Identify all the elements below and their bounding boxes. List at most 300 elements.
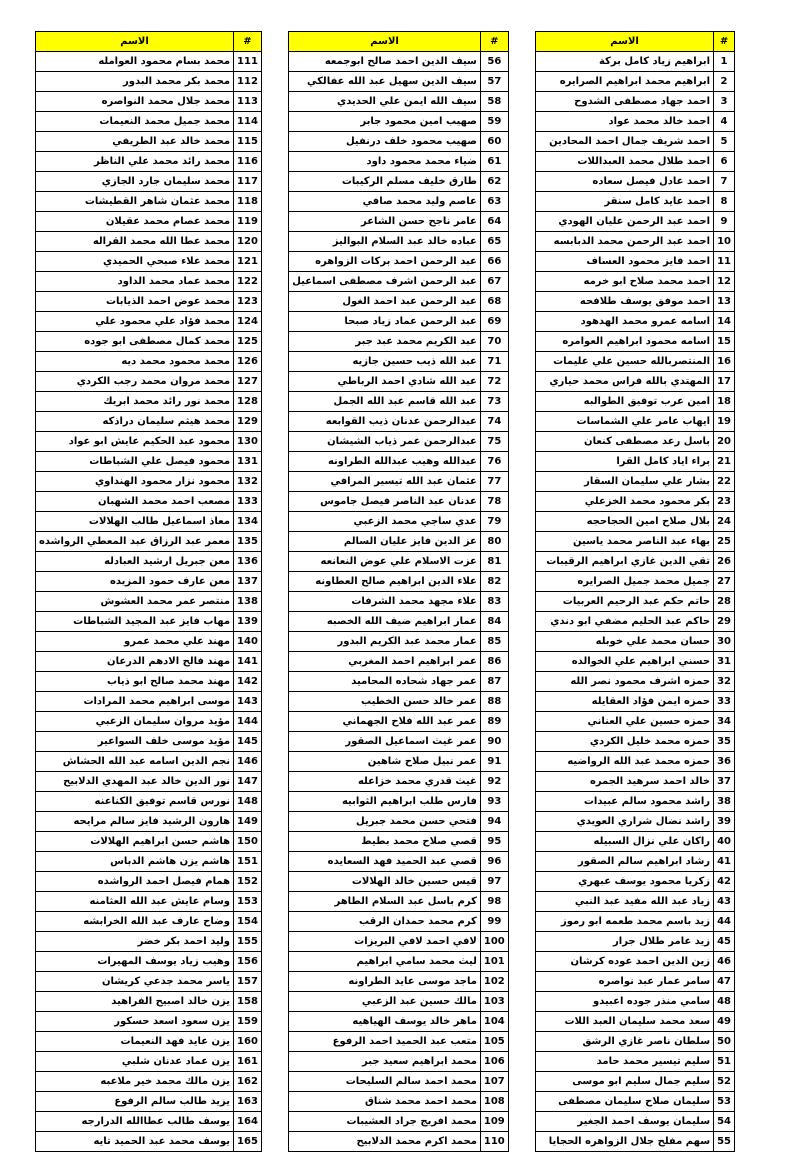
table-row — [36, 212, 262, 232]
table-row — [36, 1112, 262, 1132]
row-number-cell: 19 — [714, 412, 735, 432]
table-row — [36, 692, 262, 712]
row-number-cell: 45 — [714, 932, 735, 952]
student-name-cell: عدنان عبد الناصر فيصل جاموس — [289, 492, 481, 512]
student-name-cell: محمد كمال مصطفى ابو جوده — [36, 332, 234, 352]
row-number-cell: 127 — [234, 372, 262, 392]
row-number-cell: 89 — [480, 712, 508, 732]
table-row — [36, 492, 262, 512]
student-name-cell: حسني ابراهيم علي الخوالده — [536, 652, 714, 672]
student-name-cell: بلال صلاح امين الحجاحجه — [536, 512, 714, 532]
table-row — [536, 1072, 735, 1092]
roster-table-1 — [535, 31, 735, 1152]
row-number-cell: 6 — [714, 152, 735, 172]
student-name-cell: احمد فايز محمود العساف — [536, 252, 714, 272]
student-name-cell: عمار محمد عبد الكريم البدور — [289, 632, 481, 652]
table-row — [289, 752, 509, 772]
student-name-cell: يزن خالد اصبيح الفراهيد — [36, 992, 234, 1012]
student-name-cell: عبد الرحمن عبد احمد الغول — [289, 292, 481, 312]
row-number-cell: 132 — [234, 472, 262, 492]
row-number-cell: 149 — [234, 812, 262, 832]
student-name-cell: عدي ساجي محمد الزعبي — [289, 512, 481, 532]
table-row — [36, 472, 262, 492]
student-name-cell: محمد نور رائد محمد ابريك — [36, 392, 234, 412]
row-number-cell: 113 — [234, 92, 262, 112]
row-number-cell: 96 — [480, 852, 508, 872]
table-row — [536, 712, 735, 732]
row-number-cell: 44 — [714, 912, 735, 932]
row-number-cell: 4 — [714, 112, 735, 132]
row-number-cell: 116 — [234, 152, 262, 172]
table-row — [536, 552, 735, 572]
row-number-cell: 102 — [480, 972, 508, 992]
student-name-cell: مؤيد مروان سليمان الزعبي — [36, 712, 234, 732]
student-name-cell: عبد الرحمن اشرف مصطفى اسماعيل — [289, 272, 481, 292]
table-row — [536, 392, 735, 412]
student-name-cell: احمد عادل فيصل سعاده — [536, 172, 714, 192]
student-name-cell: معن جبريل ارشيد العبادله — [36, 552, 234, 572]
row-number-cell: 90 — [480, 732, 508, 752]
student-name-cell: يزيد طالب سالم الرفوع — [36, 1092, 234, 1112]
student-name-cell: محمد اكرم محمد الدلابيح — [289, 1132, 481, 1152]
student-name-cell: ماجد موسى عايد الطراونه — [289, 972, 481, 992]
student-name-cell: وسام عايش عبد الله العثامنه — [36, 892, 234, 912]
table-row — [536, 472, 735, 492]
table-row — [536, 172, 735, 192]
student-name-cell: كرم محمد حمدان الرقب — [289, 912, 481, 932]
student-name-cell: فتحي حسن محمد جبريل — [289, 812, 481, 832]
number-column-header: # — [714, 32, 735, 52]
row-number-cell: 86 — [480, 652, 508, 672]
row-number-cell: 110 — [480, 1132, 508, 1152]
student-name-cell: ابراهيم محمد ابراهيم الصرايره — [536, 72, 714, 92]
table-row — [36, 612, 262, 632]
row-number-cell: 160 — [234, 1032, 262, 1052]
table-row — [289, 272, 509, 292]
row-number-cell: 67 — [480, 272, 508, 292]
row-number-cell: 140 — [234, 632, 262, 652]
row-number-cell: 56 — [480, 52, 508, 72]
student-name-cell: قصي عبد الحميد فهد السعايده — [289, 852, 481, 872]
roster-table-2 — [288, 31, 509, 1152]
table-row — [536, 212, 735, 232]
table-row — [289, 812, 509, 832]
table-row — [36, 452, 262, 472]
table-row — [36, 1132, 262, 1152]
table-row — [36, 712, 262, 732]
student-name-cell: محمود عبد الحكيم عايش ابو عواد — [36, 432, 234, 452]
student-name-cell: عمر غيث اسماعيل الصقور — [289, 732, 481, 752]
name-column-header: الاسم — [36, 32, 234, 52]
student-name-cell: محمد احمد محمد شناق — [289, 1092, 481, 1112]
row-number-cell: 48 — [714, 992, 735, 1012]
student-name-cell: معمر عبد الرزاق عبد المعطي الرواشده — [36, 532, 234, 552]
student-name-cell: محمود فيصل علي الشباطات — [36, 452, 234, 472]
table-row — [36, 152, 262, 172]
row-number-cell: 69 — [480, 312, 508, 332]
row-number-cell: 134 — [234, 512, 262, 532]
row-number-cell: 147 — [234, 772, 262, 792]
table-row — [289, 1012, 509, 1032]
row-number-cell: 57 — [480, 72, 508, 92]
table-row — [36, 552, 262, 572]
row-number-cell: 143 — [234, 692, 262, 712]
row-number-cell: 52 — [714, 1072, 735, 1092]
student-name-cell: مؤيد موسى خلف السواعير — [36, 732, 234, 752]
row-number-cell: 23 — [714, 492, 735, 512]
student-name-cell: احمد محمد صلاح ابو خرمه — [536, 272, 714, 292]
student-name-cell: محمد جميل محمد النعيمات — [36, 112, 234, 132]
row-number-cell: 141 — [234, 652, 262, 672]
table-row — [536, 1052, 735, 1072]
table-row — [289, 212, 509, 232]
table-row — [289, 972, 509, 992]
table-row — [36, 652, 262, 672]
student-name-cell: احمد موفق يوسف طلافحه — [536, 292, 714, 312]
number-column-header: # — [234, 32, 262, 52]
student-name-cell: حسان محمد علي خوبله — [536, 632, 714, 652]
table-row — [36, 572, 262, 592]
row-number-cell: 145 — [234, 732, 262, 752]
student-name-cell: زكريا محمود يوسف عبهري — [536, 872, 714, 892]
row-number-cell: 33 — [714, 692, 735, 712]
row-number-cell: 94 — [480, 812, 508, 832]
row-number-cell: 63 — [480, 192, 508, 212]
table-row — [289, 1092, 509, 1112]
student-name-cell: جميل محمد جميل الصرايره — [536, 572, 714, 592]
student-name-cell: المهتدي بالله فراس محمد حياري — [536, 372, 714, 392]
table-row — [536, 452, 735, 472]
table-row — [289, 692, 509, 712]
row-number-cell: 115 — [234, 132, 262, 152]
row-number-cell: 146 — [234, 752, 262, 772]
student-name-cell: تقي الدين غازي ابراهيم الرقيبات — [536, 552, 714, 572]
row-number-cell: 50 — [714, 1032, 735, 1052]
row-number-cell: 9 — [714, 212, 735, 232]
student-name-cell: منتصر عمر محمد العشوش — [36, 592, 234, 612]
row-number-cell: 162 — [234, 1072, 262, 1092]
student-name-cell: مهند فالح الادهم الدرعان — [36, 652, 234, 672]
student-name-cell: محمد افريج جراد العشيبات — [289, 1112, 481, 1132]
row-number-cell: 64 — [480, 212, 508, 232]
student-name-cell: ياسر محمد جدعي كريشان — [36, 972, 234, 992]
table-row — [289, 1052, 509, 1072]
row-number-cell: 158 — [234, 992, 262, 1012]
student-name-cell: احمد طلال محمد العبداللات — [536, 152, 714, 172]
row-number-cell: 82 — [480, 572, 508, 592]
student-name-cell: محمد مروان محمد رجب الكردي — [36, 372, 234, 392]
table-row — [36, 992, 262, 1012]
row-number-cell: 22 — [714, 472, 735, 492]
row-number-cell: 85 — [480, 632, 508, 652]
student-name-cell: نجم الدين اسامه عبد الله الحشاش — [36, 752, 234, 772]
table-row — [36, 632, 262, 652]
student-name-cell: يزن مالك محمد خير ملاعبه — [36, 1072, 234, 1092]
row-number-cell: 24 — [714, 512, 735, 532]
row-number-cell: 43 — [714, 892, 735, 912]
student-name-cell: بشار علي سليمان السقار — [536, 472, 714, 492]
student-name-cell: براء اياد كامل القرا — [536, 452, 714, 472]
student-name-cell: زياد عبد الله مفيد عبد النبي — [536, 892, 714, 912]
table-row — [536, 532, 735, 552]
student-name-cell: عمر عبد الله فلاح الجهماني — [289, 712, 481, 732]
student-name-cell: احمد عبد الرحمن محمد الدبابسه — [536, 232, 714, 252]
row-number-cell: 49 — [714, 1012, 735, 1032]
table-row — [536, 652, 735, 672]
row-number-cell: 29 — [714, 612, 735, 632]
student-name-cell: محمد ابراهيم سعيد جبر — [289, 1052, 481, 1072]
student-name-cell: مهاب فايز عبد المجيد الشباطات — [36, 612, 234, 632]
table-row — [536, 352, 735, 372]
table-row — [36, 392, 262, 412]
name-column-header: الاسم — [536, 32, 714, 52]
student-name-cell: عبد الله ذيب حسين جازيه — [289, 352, 481, 372]
row-number-cell: 65 — [480, 232, 508, 252]
table-row — [36, 1032, 262, 1052]
student-name-cell: سعد محمد سليمان العبد اللات — [536, 1012, 714, 1032]
table-row — [536, 412, 735, 432]
table-row — [36, 832, 262, 852]
table-row — [36, 292, 262, 312]
row-number-cell: 42 — [714, 872, 735, 892]
row-number-cell: 32 — [714, 672, 735, 692]
row-number-cell: 164 — [234, 1112, 262, 1132]
table-row — [536, 232, 735, 252]
student-name-cell: محمد احمد سالم السليحات — [289, 1072, 481, 1092]
row-number-cell: 55 — [714, 1132, 735, 1152]
table-row — [289, 572, 509, 592]
row-number-cell: 97 — [480, 872, 508, 892]
row-number-cell: 103 — [480, 992, 508, 1012]
row-number-cell: 28 — [714, 592, 735, 612]
row-number-cell: 41 — [714, 852, 735, 872]
table-row — [536, 772, 735, 792]
table-row — [36, 512, 262, 532]
table-row — [289, 652, 509, 672]
row-number-cell: 108 — [480, 1092, 508, 1112]
row-number-cell: 16 — [714, 352, 735, 372]
row-number-cell: 20 — [714, 432, 735, 452]
student-name-cell: مهند محمد صالح ابو ذياب — [36, 672, 234, 692]
student-name-cell: عبد الرحمن عماد زياد صبحا — [289, 312, 481, 332]
student-name-cell: زين الدين احمد عوده كرشان — [536, 952, 714, 972]
student-name-cell: حاكم عبد الحليم مضفي ابو دندي — [536, 612, 714, 632]
row-number-cell: 26 — [714, 552, 735, 572]
student-name-cell: ايهاب عامر علي الشماسات — [536, 412, 714, 432]
table-row — [289, 292, 509, 312]
table-row — [289, 952, 509, 972]
student-name-cell: موسى ابراهيم محمد المرادات — [36, 692, 234, 712]
table-row — [36, 1092, 262, 1112]
student-name-cell: عزت الاسلام علي عوض النعانعه — [289, 552, 481, 572]
table-row — [536, 252, 735, 272]
row-number-cell: 152 — [234, 872, 262, 892]
table-row — [289, 452, 509, 472]
table-row — [289, 332, 509, 352]
student-name-cell: محمد عوض احمد الذيابات — [36, 292, 234, 312]
table-row — [36, 1012, 262, 1032]
row-number-cell: 39 — [714, 812, 735, 832]
table-row — [289, 132, 509, 152]
row-number-cell: 159 — [234, 1012, 262, 1032]
row-number-cell: 17 — [714, 372, 735, 392]
table-row — [289, 112, 509, 132]
student-name-cell: محمد عماد محمد الداود — [36, 272, 234, 292]
student-name-cell: نور الدين خالد عبد المهدي الدلابيح — [36, 772, 234, 792]
row-number-cell: 148 — [234, 792, 262, 812]
student-name-cell: نورس قاسم توفيق الكناعنه — [36, 792, 234, 812]
row-number-cell: 156 — [234, 952, 262, 972]
table-row — [536, 972, 735, 992]
student-name-cell: سيف الدين احمد صالح ابوجمعه — [289, 52, 481, 72]
row-number-cell: 40 — [714, 832, 735, 852]
row-number-cell: 129 — [234, 412, 262, 432]
table-row — [36, 792, 262, 812]
table-row — [289, 1132, 509, 1152]
table-row — [536, 612, 735, 632]
header-row — [536, 32, 735, 52]
table-row — [536, 792, 735, 812]
row-number-cell: 58 — [480, 92, 508, 112]
row-number-cell: 75 — [480, 432, 508, 452]
row-number-cell: 77 — [480, 472, 508, 492]
row-number-cell: 83 — [480, 592, 508, 612]
row-number-cell: 84 — [480, 612, 508, 632]
student-name-cell: متعب عبد الحميد احمد الرفوع — [289, 1032, 481, 1052]
student-name-cell: هاشم يزن هاشم الدباس — [36, 852, 234, 872]
number-column-header: # — [480, 32, 508, 52]
student-name-cell: وليد احمد بكر خضر — [36, 932, 234, 952]
row-number-cell: 128 — [234, 392, 262, 412]
row-number-cell: 157 — [234, 972, 262, 992]
row-number-cell: 37 — [714, 772, 735, 792]
row-number-cell: 74 — [480, 412, 508, 432]
student-name-cell: حمزه محمد عبد الله الرواضيه — [536, 752, 714, 772]
table-row — [289, 512, 509, 532]
student-name-cell: محمد خالد عبد الطريفي — [36, 132, 234, 152]
row-number-cell: 123 — [234, 292, 262, 312]
student-name-cell: كرم باسل عبد السلام الطاهر — [289, 892, 481, 912]
student-name-cell: لافي احمد لافي البريزات — [289, 932, 481, 952]
table-row — [536, 1012, 735, 1032]
table-row — [36, 932, 262, 952]
table-row — [289, 932, 509, 952]
table-row — [36, 432, 262, 452]
row-number-cell: 142 — [234, 672, 262, 692]
student-name-cell: عثمان عبد الله تيسير المرافي — [289, 472, 481, 492]
student-name-cell: محمد فؤاد علي محمود علي — [36, 312, 234, 332]
student-name-cell: معن عارف حمود المزيده — [36, 572, 234, 592]
row-number-cell: 18 — [714, 392, 735, 412]
student-name-cell: علاء الدين ابراهيم صالح العطاونه — [289, 572, 481, 592]
table-row — [36, 132, 262, 152]
student-name-cell: قيس حسين خالد الهلالات — [289, 872, 481, 892]
row-number-cell: 118 — [234, 192, 262, 212]
table-row — [536, 72, 735, 92]
row-number-cell: 131 — [234, 452, 262, 472]
row-number-cell: 161 — [234, 1052, 262, 1072]
table-row — [289, 792, 509, 812]
student-name-cell: حمزه محمد خليل الكردي — [536, 732, 714, 752]
row-number-cell: 153 — [234, 892, 262, 912]
table-row — [36, 52, 262, 72]
row-number-cell: 12 — [714, 272, 735, 292]
student-name-cell: مالك حسين عبد الزعبي — [289, 992, 481, 1012]
table-row — [536, 952, 735, 972]
student-name-cell: اسامه محمود ابراهيم العوامره — [536, 332, 714, 352]
row-number-cell: 101 — [480, 952, 508, 972]
student-name-cell: سامر عمار عبد نواصره — [536, 972, 714, 992]
table-row — [536, 1092, 735, 1112]
row-number-cell: 91 — [480, 752, 508, 772]
student-name-cell: ابراهيم زياد كامل بركة — [536, 52, 714, 72]
table-row — [289, 492, 509, 512]
row-number-cell: 133 — [234, 492, 262, 512]
row-number-cell: 21 — [714, 452, 735, 472]
student-name-cell: طارق خليف مسلم الركيبات — [289, 172, 481, 192]
row-number-cell: 126 — [234, 352, 262, 372]
student-name-cell: وهيب زياد يوسف المهيرات — [36, 952, 234, 972]
table-row — [536, 132, 735, 152]
table-row — [289, 372, 509, 392]
table-row — [289, 472, 509, 492]
table-row — [289, 1072, 509, 1092]
table-row — [36, 72, 262, 92]
row-number-cell: 163 — [234, 1092, 262, 1112]
student-name-cell: احمد جهاد مصطفى الشدوح — [536, 92, 714, 112]
table-row — [289, 732, 509, 752]
row-number-cell: 51 — [714, 1052, 735, 1072]
student-name-cell: سليم جمال سليم ابو موسى — [536, 1072, 714, 1092]
student-name-cell: معاذ اسماعيل طالب الهلالات — [36, 512, 234, 532]
table-row — [289, 772, 509, 792]
student-name-cell: عامر ناجح حسن الشاعر — [289, 212, 481, 232]
student-name-cell: غيث قدري محمد خزاعله — [289, 772, 481, 792]
student-name-cell: علاء مجهد محمد الشرفات — [289, 592, 481, 612]
name-column-header: الاسم — [289, 32, 481, 52]
row-number-cell: 79 — [480, 512, 508, 532]
row-number-cell: 130 — [234, 432, 262, 452]
row-number-cell: 25 — [714, 532, 735, 552]
student-name-cell: هاشم حسن ابراهيم الهلالات — [36, 832, 234, 852]
table-row — [36, 532, 262, 552]
table-row — [289, 312, 509, 332]
student-name-cell: محمد رائد محمد علي الناظر — [36, 152, 234, 172]
student-name-cell: يزن سعود اسعد حسكور — [36, 1012, 234, 1032]
student-name-cell: وضاح عارف عبد الله الخرابشه — [36, 912, 234, 932]
row-number-cell: 30 — [714, 632, 735, 652]
student-name-cell: احمد خالد محمد عواد — [536, 112, 714, 132]
table-row — [36, 92, 262, 112]
row-number-cell: 71 — [480, 352, 508, 372]
student-name-cell: بكر محمود محمد الخزعلي — [536, 492, 714, 512]
row-number-cell: 122 — [234, 272, 262, 292]
student-name-cell: عمر ابراهيم احمد المغربي — [289, 652, 481, 672]
student-name-cell: عاصم وليد محمد صافي — [289, 192, 481, 212]
table-row — [536, 692, 735, 712]
student-name-cell: عبد الله قاسم عبد الله الجمل — [289, 392, 481, 412]
student-name-cell: زيد عامر طلال جرار — [536, 932, 714, 952]
row-number-cell: 144 — [234, 712, 262, 732]
student-name-cell: عز الدين فايز عليان السالم — [289, 532, 481, 552]
table-row — [536, 512, 735, 532]
table-row — [36, 592, 262, 612]
table-row — [536, 372, 735, 392]
roster-table-3 — [35, 31, 262, 1152]
table-row — [36, 172, 262, 192]
student-name-cell: يوسف محمد عبد الحميد تايه — [36, 1132, 234, 1152]
row-number-cell: 111 — [234, 52, 262, 72]
